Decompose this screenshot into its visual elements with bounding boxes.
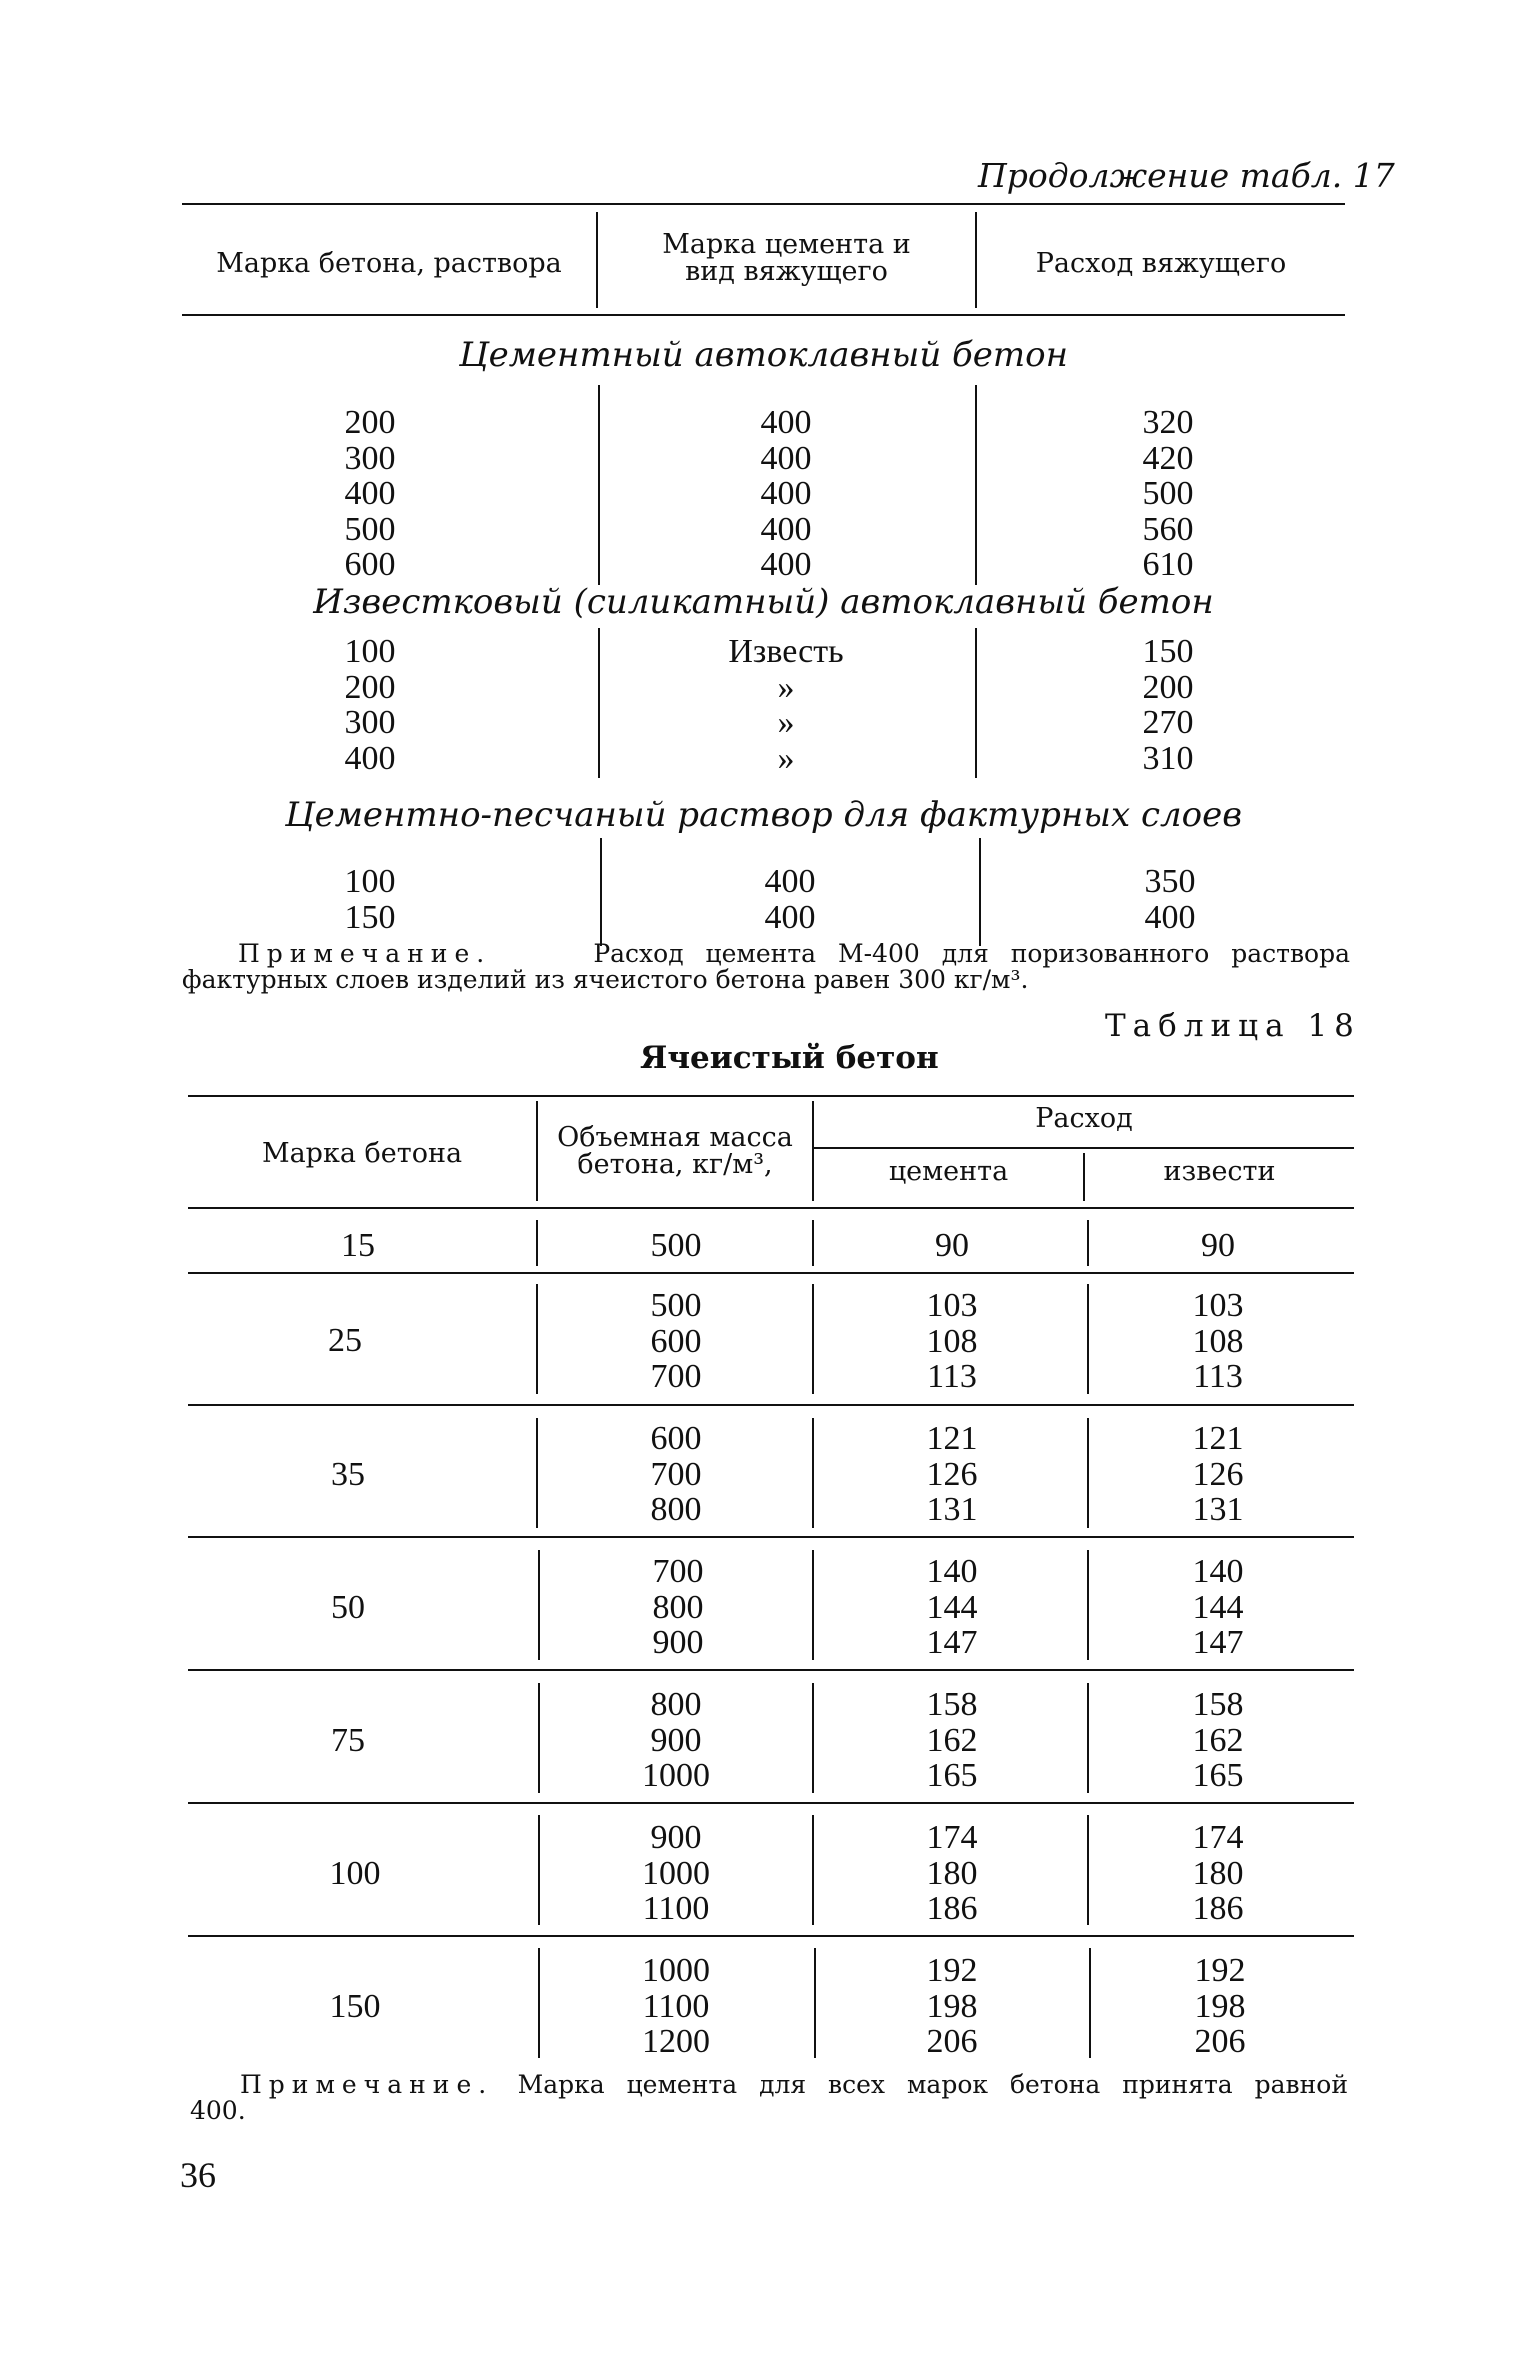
cell: 560 [1142,510,1194,548]
cell: 206 [1194,2023,1246,2060]
table18-divider [538,1948,540,2058]
table17-header-consumption: Расход вяжущего [1035,248,1287,279]
cell: 500 [650,1227,702,1264]
table18-grade: 100 [329,1855,381,1892]
cell: 108 [926,1322,978,1360]
cell: 162 [926,1721,978,1759]
cell: 300 [344,704,396,741]
cell: 147 [1192,1624,1244,1661]
table18-density [606,1228,746,1264]
page-number: 36 [180,2155,216,2195]
cell: 165 [1192,1757,1244,1794]
cell: 144 [1192,1588,1244,1626]
cell: 1100 [642,1890,710,1927]
table18-grade: 75 [331,1722,365,1759]
table18-divider [812,1550,814,1660]
table17-col-consumption [1098,405,1238,583]
table18-group-rule [188,1669,1354,1671]
table18-header-grade: Марка бетона [261,1138,463,1169]
cell: 192 [1194,1952,1246,1989]
table18-header-cement: цемента [888,1156,1009,1187]
table18-title: Ячеистый бетон [640,1040,939,1076]
table18-cement [882,1953,1022,2060]
table18-cement [882,1288,1022,1395]
cell: 1000 [642,1952,710,1989]
table17-note-line-1 [238,939,1350,968]
table18-divider [1087,1284,1089,1394]
table18-divider [812,1683,814,1793]
table18-grade: 25 [328,1322,362,1359]
table18-density [601,1820,751,1927]
cell: 700 [652,1553,704,1590]
table17-col-grade [300,634,440,776]
table17-col-grade [300,864,440,935]
table18-cement [882,1554,1022,1661]
cell: 131 [926,1491,978,1528]
table18-header-lime: извести [1163,1156,1276,1187]
cell: » [777,668,795,706]
table18-divider [1087,1683,1089,1793]
table17-divider [598,385,600,585]
table18-group-rule [188,1935,1354,1937]
table18-header-consumption: Расход [1035,1103,1133,1134]
cell: 200 [344,404,396,441]
cell: 900 [652,1624,704,1661]
cell: 400 [760,439,812,477]
table17-header-cement [598,231,975,285]
table17-col-cement [696,634,876,776]
cell: 600 [650,1322,702,1360]
table18-divider [1087,1550,1089,1660]
table18-lime [1148,1554,1288,1661]
table17-divider [600,838,602,946]
cell: 1100 [642,1987,710,2025]
cell: 400 [1144,898,1196,936]
cell: 400 [760,510,812,548]
cell: 165 [926,1757,978,1794]
table18-note-line-1 [240,2070,1348,2099]
continuation-label: Продолжение табл. 17 [978,156,1395,195]
cell: 186 [926,1890,978,1927]
density-line-1: Объемная масса [557,1122,793,1153]
cell: 140 [1192,1553,1244,1590]
cell: 150 [1142,633,1194,670]
table17-header-grade: Марка бетона, раствора [216,248,562,279]
cell: 121 [1192,1420,1244,1457]
cell: 121 [926,1420,978,1457]
cell: 800 [650,1491,702,1528]
cell: 144 [926,1588,978,1626]
note-label: Примечание. [240,2070,494,2099]
cell: 100 [344,633,396,670]
cell: 140 [926,1553,978,1590]
cell: 103 [1192,1287,1244,1324]
table18-top-rule [188,1095,1354,1097]
cell: 610 [1142,546,1194,583]
table18-note-line-2: 400. [190,2096,246,2125]
table17-header-rule [182,314,1345,316]
cell: 420 [1142,439,1194,477]
cell: 150 [344,898,396,936]
table18-cement [882,1228,1022,1264]
table18-divider [1087,1418,1089,1528]
cell: 174 [1192,1819,1244,1856]
cell: 162 [1192,1721,1244,1759]
note-label: Примечание. [238,939,492,968]
table18-grade: 150 [329,1988,381,2025]
table17-section-title: Известковый (силикатный) автоклавный бетон [313,582,1214,622]
cell: 320 [1142,404,1194,441]
table18-group-rule [188,1272,1354,1274]
cell: 200 [344,668,396,706]
cell: 126 [1192,1455,1244,1493]
table18-lime [1148,1288,1288,1395]
table18-header-density [538,1124,812,1178]
table18-divider [1087,1220,1089,1266]
table17-col-cement [716,405,856,583]
table18-lime [1148,1421,1288,1528]
table18-divider [812,1220,814,1266]
note-text: Марка цемента для всех марок бетона принята равной [517,2070,1348,2099]
table17-divider [598,628,600,778]
table18-lime [1148,1820,1288,1927]
cell: 1200 [642,2023,710,2060]
cell: 113 [1193,1358,1243,1395]
cell: 186 [1192,1890,1244,1927]
cell: Известь [728,633,844,670]
cell: 600 [344,546,396,583]
table18-divider [538,1683,540,1793]
table17-section-title: Цементный автоклавный бетон [458,335,1069,375]
cell: 198 [1194,1987,1246,2025]
table17-divider [979,838,981,946]
table17-col-consumption [1098,634,1238,776]
table18-divider [536,1418,538,1528]
cell: 600 [650,1420,702,1457]
cell: 400 [760,475,812,512]
cell: 800 [652,1588,704,1626]
cell: 900 [650,1819,702,1856]
cell: 310 [1142,739,1194,777]
table18-lime [1150,1953,1290,2060]
cell: 400 [764,898,816,936]
cell: 90 [935,1227,969,1264]
cell: » [777,704,795,741]
table18-group-rule [188,1536,1354,1538]
table18-density [606,1288,746,1395]
table17-divider [975,628,977,778]
table18-grade: 15 [341,1227,375,1264]
cell: 90 [1201,1227,1235,1264]
cell: 158 [1192,1686,1244,1723]
cell: 103 [926,1287,978,1324]
table18-divider [812,1815,814,1925]
table18-divider [812,1284,814,1394]
table18-subheader-rule [814,1147,1354,1149]
table18-grade: 35 [331,1456,365,1493]
table17-section-title: Цементно-песчаный раствор для фактурных слоев [284,795,1243,835]
table18-divider [538,1815,540,1925]
cell: 158 [926,1686,978,1723]
cell: 131 [1192,1491,1244,1528]
cell: 147 [926,1624,978,1661]
cell: 500 [1142,475,1194,512]
cell: 700 [650,1358,702,1395]
cell: 174 [926,1819,978,1856]
table18-divider [1087,1815,1089,1925]
table18-density [606,1421,746,1528]
cell: 500 [650,1287,702,1324]
note-text: Расход цемента М-400 для поризованного раствора [593,939,1350,968]
cell: 1000 [642,1757,710,1794]
cell: 400 [760,546,812,583]
cell: 192 [926,1952,978,1989]
table17-top-rule [182,203,1345,205]
table18-label: Таблица 18 [1105,1008,1361,1044]
table18-cement [882,1421,1022,1528]
cell: 800 [650,1686,702,1723]
cell: 206 [926,2023,978,2060]
table17-divider [975,385,977,585]
table18-group-rule [188,1802,1354,1804]
table17-col-cement [720,864,860,935]
cell: 300 [344,439,396,477]
cell: 350 [1144,863,1196,900]
cell: 100 [344,863,396,900]
table18-divider [814,1948,816,2058]
table18-divider [1089,1948,1091,2058]
cell: 198 [926,1987,978,2025]
table18-divider [538,1550,540,1660]
table18-cement [882,1820,1022,1927]
cell: 1000 [642,1854,710,1892]
cell: 900 [650,1721,702,1759]
table18-group-rule [188,1404,1354,1406]
cell: 108 [1192,1322,1244,1360]
cell: 113 [927,1358,977,1395]
density-line-2: бетона, кг/м³, [577,1149,773,1180]
cell: 200 [1142,668,1194,706]
cell: 270 [1142,704,1194,741]
table17-note-line-2: фактурных слоев изделий из ячеистого бетона равен 300 кг/м³. [182,965,1029,994]
table18-density [608,1554,748,1661]
cell: 700 [650,1455,702,1493]
table18-grade: 50 [331,1589,365,1626]
table18-divider [536,1220,538,1266]
table17-header-cement-label: Марка цемента и вид вяжущего [662,229,911,287]
table18-lime [1148,1228,1288,1264]
table17-col-grade [300,405,440,583]
table18-density [601,1687,751,1794]
table18-header-rule [188,1207,1354,1209]
cell: 400 [760,404,812,441]
table18-lime [1148,1687,1288,1794]
cell: 400 [344,475,396,512]
table18-cement [882,1687,1022,1794]
cell: 180 [1192,1854,1244,1892]
cell: » [777,739,795,777]
table17-col-consumption [1100,864,1240,935]
table18-divider [536,1284,538,1394]
table18-density [601,1953,751,2060]
cell: 400 [764,863,816,900]
cell: 126 [926,1455,978,1493]
cell: 400 [344,739,396,777]
cell: 500 [344,510,396,548]
table18-divider [812,1418,814,1528]
cell: 180 [926,1854,978,1892]
